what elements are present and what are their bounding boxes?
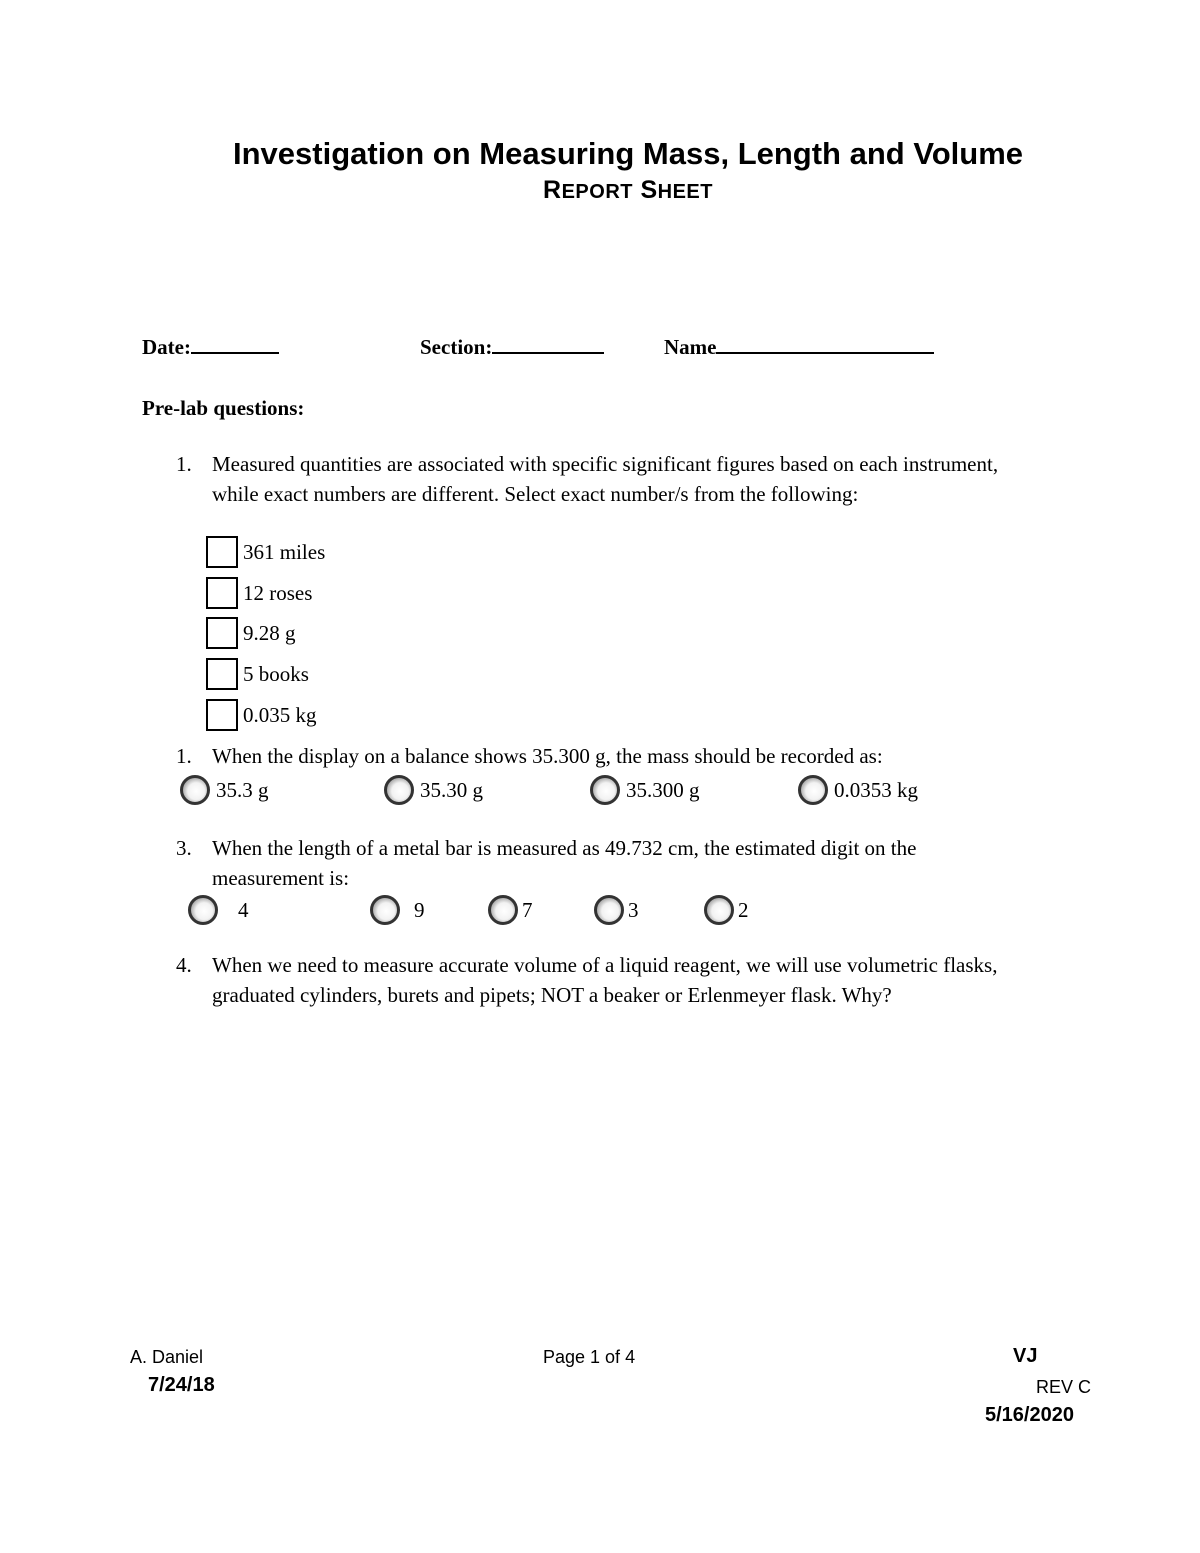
checkbox[interactable] [206, 577, 238, 609]
radio-button[interactable] [798, 775, 828, 805]
footer-page-number: Page 1 of 4 [543, 1347, 636, 1367]
q3-option[interactable]: 9 [370, 892, 425, 928]
q1-option[interactable]: 5 books [206, 656, 309, 692]
name-field [664, 332, 934, 360]
section-label: Section: [420, 335, 493, 359]
prelab-heading: Pre-lab questions: [142, 396, 305, 420]
checkbox[interactable] [206, 658, 238, 690]
name-blank[interactable] [716, 332, 934, 354]
checkbox[interactable] [206, 699, 238, 731]
checkbox[interactable] [206, 617, 238, 649]
q1-option[interactable]: 361 miles [206, 534, 325, 570]
q2-option[interactable]: 35.30 g [384, 772, 483, 808]
checkbox[interactable] [206, 536, 238, 568]
footer-revision-date: 5/16/2020 [985, 1404, 1074, 1426]
footer-reviser: VJ [1013, 1345, 1038, 1367]
radio-button[interactable] [180, 775, 210, 805]
footer-author-date: 7/24/18 [148, 1374, 215, 1396]
radio-button[interactable] [488, 895, 518, 925]
q2-number: 1. [176, 744, 192, 768]
page-subtitle: REPORT SHEET [543, 176, 713, 204]
q1-text: Measured quantities are associated with specific significant figures based on each instrument, while exact numbers are different. Select exact number/s from the following: [212, 452, 999, 506]
date-field [142, 332, 279, 360]
q3-option[interactable]: 4 [188, 892, 249, 928]
footer-author: A. Daniel [130, 1347, 204, 1367]
radio-button[interactable] [704, 895, 734, 925]
q3-number: 3. [176, 836, 192, 860]
section-field [420, 332, 604, 360]
section-blank[interactable] [492, 332, 604, 354]
radio-button[interactable] [370, 895, 400, 925]
q3-text: When the length of a metal bar is measured as 49.732 cm, the estimated digit on the measurement is: [212, 836, 917, 890]
q4-number: 4. [176, 953, 192, 977]
radio-button[interactable] [594, 895, 624, 925]
q2-text: When the display on a balance shows 35.300 g, the mass should be recorded as: [212, 744, 883, 768]
date-blank[interactable] [191, 332, 279, 354]
date-label: Date: [142, 335, 191, 359]
radio-button[interactable] [188, 895, 218, 925]
q2-option[interactable]: 35.3 g [180, 772, 269, 808]
q2-option[interactable]: 0.0353 kg [798, 772, 918, 808]
q1-option[interactable]: 9.28 g [206, 615, 296, 651]
name-label: Name [664, 335, 717, 359]
q1-option[interactable]: 0.035 kg [206, 697, 317, 733]
q2-option[interactable]: 35.300 g [590, 772, 700, 808]
footer-revision: REV C [1036, 1377, 1092, 1397]
q3-option[interactable]: 3 [594, 892, 639, 928]
q3-option[interactable]: 2 [704, 892, 749, 928]
q4-text: When we need to measure accurate volume of a liquid reagent, we will use volumetric flasks, graduated cylinders, burets and pipets; NOT a beaker or Erlenmeyer flask. Why? [212, 953, 998, 1007]
radio-button[interactable] [384, 775, 414, 805]
page-title: Investigation on Measuring Mass, Length and Volume [232, 136, 1023, 171]
q1-option[interactable]: 12 roses [206, 575, 312, 611]
q3-option[interactable]: 7 [488, 892, 533, 928]
radio-button[interactable] [590, 775, 620, 805]
q1-number: 1. [176, 452, 192, 476]
